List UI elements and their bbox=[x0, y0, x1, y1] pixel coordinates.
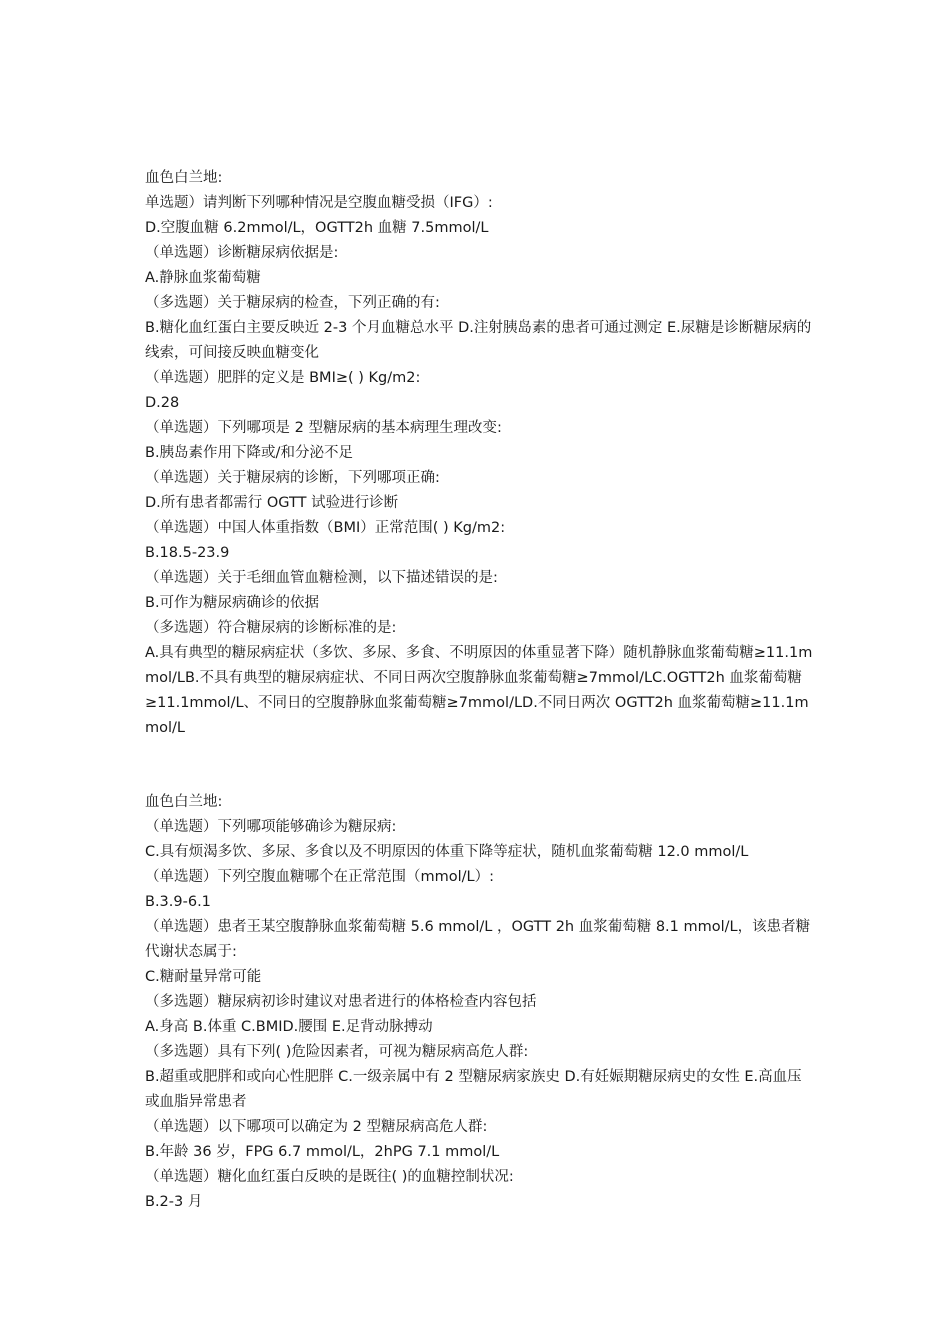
question-text: （单选题）关于毛细血管血糖检测，以下描述错误的是: bbox=[145, 570, 498, 586]
question-text: 单选题）请判断下列哪种情况是空腹血糖受损（IFG）: bbox=[145, 195, 493, 211]
answer-text: B.18.5-23.9 bbox=[145, 545, 230, 561]
qa-section-1 bbox=[145, 166, 813, 741]
answer-text: D.空腹血糖 6.2mmol/L，OGTT2h 血糖 7.5mmol/L bbox=[145, 220, 489, 236]
answer-text: B.糖化血红蛋白主要反映近 2-3 个月血糖总水平 D.注射胰岛素的患者可通过测定 E.尿糖是诊断糖尿病的线索，可间接反映血糖变化 bbox=[145, 320, 812, 361]
question-text: （多选题）糖尿病初诊时建议对患者进行的体格检查内容包括 bbox=[145, 994, 537, 1010]
answer-text: D.所有患者都需行 OGTT 试验进行诊断 bbox=[145, 495, 399, 511]
question-text: （单选题）诊断糖尿病依据是: bbox=[145, 245, 339, 261]
answer-text: A.具有典型的糖尿病症状（多饮、多尿、多食、不明原因的体重显著下降）随机静脉血浆葡萄糖≥11.1mmol/LB.不具有典型的糖尿病症状、不同日两次空腹静脉血浆葡萄糖≥7mmol/LC.OGTT2h 血浆葡萄糖≥11.1mmol/L、不同日的空腹静脉血浆葡萄糖≥7mmol/LD.不同日两次 OGTT2h 血浆葡萄糖≥11.1mmol/L bbox=[145, 645, 813, 736]
question-text: （多选题）符合糖尿病的诊断标准的是: bbox=[145, 620, 397, 636]
section-heading: 血色白兰地: bbox=[145, 170, 223, 186]
question-text: （单选题）下列空腹血糖哪个在正常范围（mmol/L）: bbox=[145, 869, 494, 885]
qa-section-2 bbox=[145, 790, 813, 1215]
answer-text: B.年龄 36 岁，FPG 6.7 mmol/L，2hPG 7.1 mmol/L bbox=[145, 1144, 500, 1160]
question-text: （单选题）下列哪项是 2 型糖尿病的基本病理生理改变: bbox=[145, 420, 502, 436]
answer-text: C.糖耐量异常可能 bbox=[145, 969, 262, 985]
question-text: （多选题）关于糖尿病的检查，下列正确的有: bbox=[145, 295, 440, 311]
question-text: （单选题）中国人体重指数（BMI）正常范围( ) Kg/m2: bbox=[145, 520, 506, 536]
question-text: （单选题）肥胖的定义是 BMI≥( ) Kg/m2: bbox=[145, 370, 421, 386]
question-text: （单选题）关于糖尿病的诊断，下列哪项正确: bbox=[145, 470, 440, 486]
answer-text: B.3.9-6.1 bbox=[145, 894, 211, 910]
answer-text: A.身高 B.体重 C.BMID.腰围 E.足背动脉搏动 bbox=[145, 1019, 433, 1035]
answer-text: D.28 bbox=[145, 395, 180, 411]
answer-text: C.具有烦渴多饮、多尿、多食以及不明原因的体重下降等症状，随机血浆葡萄糖 12.0 mmol/L bbox=[145, 844, 749, 860]
question-text: （单选题）下列哪项能够确诊为糖尿病: bbox=[145, 819, 397, 835]
answer-text: B.2-3 月 bbox=[145, 1194, 203, 1210]
question-text: （多选题）具有下列( )危险因素者，可视为糖尿病高危人群: bbox=[145, 1044, 529, 1060]
question-text: （单选题）以下哪项可以确定为 2 型糖尿病高危人群: bbox=[145, 1119, 488, 1135]
answer-text: B.胰岛素作用下降或/和分泌不足 bbox=[145, 445, 353, 461]
answer-text: B.可作为糖尿病确诊的依据 bbox=[145, 595, 320, 611]
answer-text: A.静脉血浆葡萄糖 bbox=[145, 270, 261, 286]
answer-text: B.超重或肥胖和或向心性肥胖 C.一级亲属中有 2 型糖尿病家族史 D.有妊娠期糖尿病史的女性 E.高血压或血脂异常患者 bbox=[145, 1069, 802, 1110]
section-heading: 血色白兰地: bbox=[145, 794, 223, 810]
question-text: （单选题）糖化血红蛋白反映的是既往( )的血糖控制状况: bbox=[145, 1169, 514, 1185]
question-text: （单选题）患者王某空腹静脉血浆葡萄糖 5.6 mmol/L ，OGTT 2h 血浆葡萄糖 8.1 mmol/L，该患者糖代谢状态属于: bbox=[145, 919, 811, 960]
